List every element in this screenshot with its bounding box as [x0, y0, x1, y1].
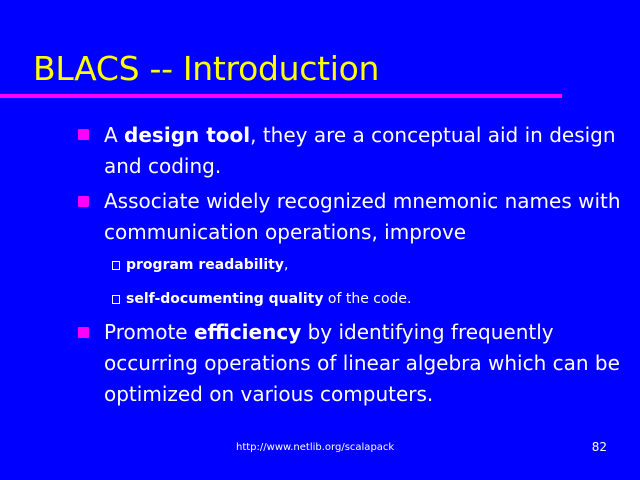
bullet-1-post: , they are a conceptual aid in design and coding. [104, 123, 616, 178]
bullet-3-bold: efficiency [193, 320, 302, 344]
sub-item-1-post: , [283, 257, 289, 273]
bullet-2-text: Associate widely recognized mnemonic names with communication operations, improve [104, 189, 621, 244]
footer-url: http://www.netlib.org/scalapack [236, 442, 395, 453]
bullet-1-bold: design tool [124, 123, 251, 147]
bullet-3-pre: Promote [104, 320, 194, 344]
title-underline [0, 94, 562, 98]
sub-bullet-box-icon [112, 295, 120, 304]
sub-item-2 [112, 289, 412, 309]
bullet-item-1 [104, 120, 629, 182]
bullet-marker-2 [78, 196, 89, 207]
sub-item-2-post: of the code. [323, 291, 412, 307]
bullet-item-3 [104, 317, 629, 410]
sub-item-2-bold: self-documenting quality [126, 291, 324, 307]
bullet-item-2 [104, 186, 629, 248]
bullet-1-pre: A [104, 123, 125, 147]
page-number: 82 [591, 440, 607, 454]
bullet-3-post: by identifying frequently occurring operations of linear algebra which can be optimized on various computers. [104, 320, 620, 406]
bullet-marker-3 [78, 327, 89, 338]
sub-bullet-box-icon [112, 261, 120, 270]
sub-item-1-bold: program readability [126, 257, 284, 273]
sub-item-1 [112, 255, 288, 275]
slide-title: BLACS -- Introduction [33, 49, 380, 88]
bullet-marker-1 [78, 129, 89, 140]
